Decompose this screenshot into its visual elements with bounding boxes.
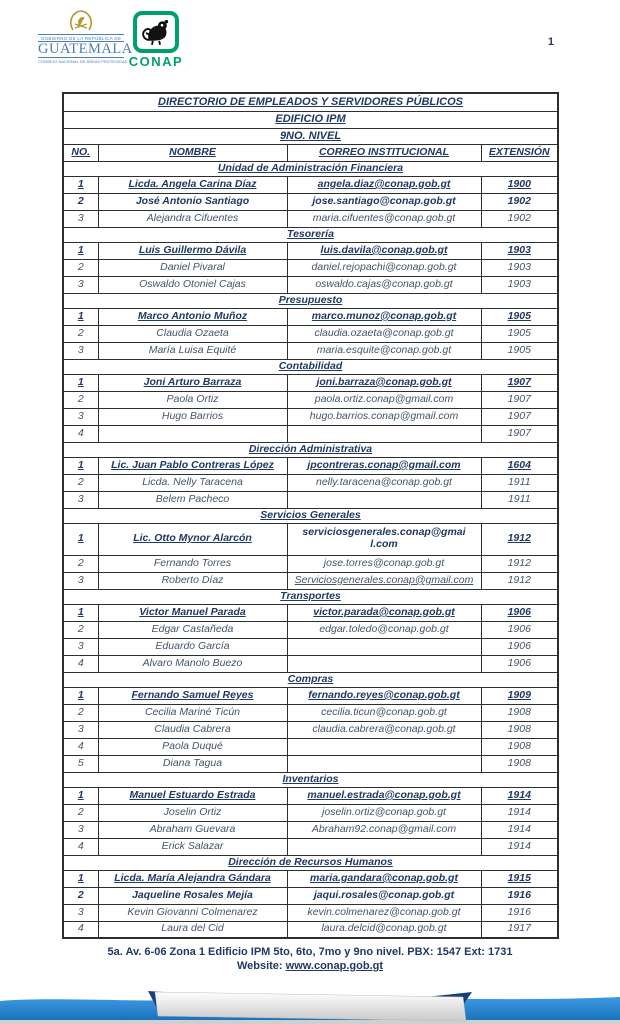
section-header-row [63,589,558,604]
table-row [63,787,558,804]
table-row [63,259,558,276]
section-header-label: Transportes [63,589,558,604]
column-header-row [63,144,558,161]
table-row [63,838,558,855]
row-correo [287,523,481,555]
row-ext: 1915 [481,870,558,887]
row-ext: 1911 [481,474,558,491]
row-nombre: Lic. Juan Pablo Contreras López [98,457,287,474]
row-nombre: Claudia Ozaeta [98,325,287,342]
row-nombre: Oswaldo Otoniel Cajas [98,276,287,293]
row-correo [287,721,481,738]
row-ext: 1903 [481,276,558,293]
table-row [63,738,558,755]
footer-website [0,960,620,972]
row-no: 4 [63,738,98,755]
table-row [63,687,558,704]
row-ext: 1907 [481,425,558,442]
row-ext: 1907 [481,391,558,408]
page-footer [0,946,620,972]
row-correo-text: maria.cifuentes@conap.gob.gt [312,211,456,224]
row-nombre: Laura del Cid [98,921,287,938]
table-row [63,457,558,474]
row-correo [287,259,481,276]
section-header-row [63,161,558,176]
row-no: 2 [63,555,98,572]
table-row [63,474,558,491]
section-header-label: Servicios Generales [63,508,558,523]
table-row [63,755,558,772]
row-ext: 1900 [481,176,558,193]
row-correo [287,638,481,655]
table-row [63,276,558,293]
row-no: 4 [63,655,98,672]
row-correo [287,921,481,938]
row-ext: 1902 [481,210,558,227]
table-level: 9NO. NIVEL [63,128,558,144]
row-no: 1 [63,374,98,391]
section-header-row [63,442,558,457]
directory-table [62,92,559,939]
row-ext: 1903 [481,259,558,276]
row-nombre: Licda. Nelly Taracena [98,474,287,491]
row-ext: 1906 [481,655,558,672]
table-row [63,821,558,838]
row-no: 3 [63,904,98,921]
row-correo-text: nelly.taracena@conap.gob.gt [316,475,452,488]
row-correo-text: maria.esquite@conap.gob.gt [316,343,452,356]
section-header-label: Tesorería [63,227,558,242]
row-nombre: Joselin Ortiz [98,804,287,821]
row-nombre: Manuel Estuardo Estrada [98,787,287,804]
row-no: 1 [63,604,98,621]
section-header-row [63,508,558,523]
row-nombre: Claudia Cabrera [98,721,287,738]
conap-logo-label: CONAP [128,54,184,69]
row-correo [287,176,481,193]
table-row [63,342,558,359]
row-no: 3 [63,821,98,838]
row-correo [287,325,481,342]
row-nombre: Alejandra Cifuentes [98,210,287,227]
row-correo [287,604,481,621]
row-nombre: Fernando Torres [98,555,287,572]
section-header-label: Contabilidad [63,359,558,374]
row-nombre: Fernando Samuel Reyes [98,687,287,704]
column-header-correo: CORREO INSTITUCIONAL [287,144,481,161]
table-row [63,555,558,572]
row-nombre: Daniel Pivaral [98,259,287,276]
row-no: 4 [63,425,98,442]
row-correo [287,755,481,772]
row-no: 2 [63,474,98,491]
section-header-row [63,672,558,687]
table-row [63,904,558,921]
row-correo-text: jose.torres@conap.gob.gt [323,556,445,569]
row-ext: 1902 [481,193,558,210]
row-correo-text: maria.gandara@conap.gob.gt [310,871,458,884]
row-correo [287,655,481,672]
table-title-row [63,93,558,111]
row-correo [287,704,481,721]
row-ext: 1908 [481,704,558,721]
footer-website-link[interactable]: www.conap.gob.gt [285,960,384,972]
row-correo [287,210,481,227]
row-ext: 1908 [481,721,558,738]
row-no: 2 [63,193,98,210]
row-nombre: Licda. Angela Carina Díaz [98,176,287,193]
row-correo [287,621,481,638]
row-correo [287,425,481,442]
row-nombre: Marco Antonio Muñoz [98,308,287,325]
section-header-row [63,227,558,242]
row-correo [287,276,481,293]
column-header-nombre: NOMBRE [98,144,287,161]
table-row [63,176,558,193]
row-correo [287,572,481,589]
section-header-label: Dirección Administrativa [63,442,558,457]
row-correo-text: joselin.ortiz@conap.gob.gt [322,805,446,818]
row-correo [287,887,481,904]
row-correo [287,242,481,259]
row-no: 1 [63,176,98,193]
row-no: 2 [63,259,98,276]
section-header-label: Compras [63,672,558,687]
table-row [63,704,558,721]
row-correo-text: laura.delcid@conap.gob.gt [321,922,447,935]
row-ext: 1908 [481,755,558,772]
row-correo [287,838,481,855]
table-row [63,325,558,342]
row-nombre [98,425,287,442]
row-correo-text: serviciosgenerales.conap@gmail.com [302,526,466,550]
row-correo [287,474,481,491]
footer-address: 5a. Av. 6-06 Zona 1 Edificio IPM 5to, 6to, 7mo y 9no nivel. PBX: 1547 Ext: 1731 [107,946,513,958]
table-row [63,391,558,408]
row-no: 1 [63,787,98,804]
row-nombre: José Antonio Santiago [98,193,287,210]
directory-table-body [63,93,558,938]
row-ext: 1914 [481,804,558,821]
row-no: 3 [63,638,98,655]
row-correo [287,408,481,425]
section-header-label: Inventarios [63,772,558,787]
row-ext: 1903 [481,242,558,259]
section-header-row [63,359,558,374]
bottom-ribbon-decoration [0,988,620,1024]
footer-website-label: Website: [236,960,283,972]
row-correo-text: claudia.ozaeta@conap.gob.gt [314,326,454,339]
table-row [63,638,558,655]
row-nombre: Abraham Guevara [98,821,287,838]
row-correo-text: manuel.estrada@conap.gob.gt [307,788,461,801]
row-ext: 1906 [481,638,558,655]
row-nombre: Alvaro Manolo Buezo [98,655,287,672]
row-ext: 1917 [481,921,558,938]
row-no: 1 [63,457,98,474]
row-no: 1 [63,870,98,887]
row-ext: 1906 [481,621,558,638]
row-nombre: Edgar Castañeda [98,621,287,638]
row-nombre: Paola Ortiz [98,391,287,408]
column-header-extension: EXTENSIÓN [481,144,558,161]
row-correo-text: fernando.reyes@conap.gob.gt [308,688,460,701]
row-correo [287,904,481,921]
section-header-row [63,855,558,870]
row-correo [287,391,481,408]
row-correo-text: kevin.colmenarez@conap.gob.gt [307,905,461,918]
row-correo [287,738,481,755]
page-number: 1 [547,36,554,48]
row-nombre: Hugo Barrios [98,408,287,425]
row-no: 3 [63,572,98,589]
table-row [63,425,558,442]
row-correo-text: victor.parada@conap.gob.gt [313,605,455,618]
table-row [63,804,558,821]
gov-logo-bottom-text: CONSEJO NACIONAL DE ÁREAS PROTEGIDAS [38,59,128,65]
table-row [63,308,558,325]
table-row [63,604,558,621]
section-header-label: Dirección de Recursos Humanos [63,855,558,870]
row-nombre: Roberto Díaz [98,572,287,589]
row-correo-text: joni.barraza@conap.gob.gt [316,375,452,388]
gov-logo-top-text: GOBIERNO DE LA REPÚBLICA DE [38,34,124,42]
row-ext: 1907 [481,408,558,425]
row-nombre: Victor Manuel Parada [98,604,287,621]
row-nombre: Eduardo García [98,638,287,655]
row-nombre: Kevin Giovanni Colmenarez [98,904,287,921]
row-correo [287,193,481,210]
row-correo-text: jaqui.rosales@conap.gob.gt [313,888,455,901]
row-no: 1 [63,242,98,259]
row-ext: 1604 [481,457,558,474]
row-correo-text: marco.munoz@conap.gob.gt [311,309,457,322]
table-row [63,887,558,904]
table-row [63,374,558,391]
row-ext: 1905 [481,342,558,359]
row-no: 3 [63,491,98,508]
row-correo-text: claudia.cabrera@conap.gob.gt [312,722,456,735]
row-correo-text: paola.ortiz.conap@gmail.com [314,392,454,405]
table-subtitle-row [63,111,558,128]
row-no: 3 [63,276,98,293]
row-ext: 1912 [481,523,558,555]
table-row [63,655,558,672]
row-nombre: Licda. María Alejandra Gándara [98,870,287,887]
row-correo-text[interactable]: Serviciosgenerales.conap@gmail.com [294,573,474,586]
row-correo-text: angela.diaz@conap.gob.gt [317,177,451,190]
row-nombre: Cecilia Mariné Ticún [98,704,287,721]
conap-logo-frame [133,11,179,53]
row-correo-text: jpcontreras.conap@gmail.com [307,458,461,471]
row-ext: 1905 [481,308,558,325]
row-correo [287,491,481,508]
table-row [63,523,558,555]
table-row [63,193,558,210]
row-ext: 1909 [481,687,558,704]
row-no: 2 [63,704,98,721]
row-ext: 1916 [481,904,558,921]
row-ext: 1911 [481,491,558,508]
table-subtitle: EDIFICIO IPM [63,111,558,128]
monkey-icon [139,16,173,48]
table-row [63,491,558,508]
row-no: 5 [63,755,98,772]
row-ext: 1916 [481,887,558,904]
row-nombre: Diana Tagua [98,755,287,772]
table-row [63,621,558,638]
row-correo [287,342,481,359]
row-correo-text: luis.davila@conap.gob.gt [320,243,448,256]
row-correo [287,821,481,838]
row-no: 3 [63,210,98,227]
row-ext: 1907 [481,374,558,391]
table-row [63,921,558,938]
row-nombre: María Luisa Equité [98,342,287,359]
row-correo [287,870,481,887]
row-correo-text: edgar.toledo@conap.gob.gt [319,622,449,635]
row-no: 2 [63,391,98,408]
row-correo [287,555,481,572]
table-row [63,210,558,227]
row-correo-text: cecilia.ticun@conap.gob.gt [321,705,447,718]
row-ext: 1912 [481,572,558,589]
row-no: 2 [63,621,98,638]
row-ext: 1914 [481,838,558,855]
row-correo-text: oswaldo.cajas@conap.gob.gt [315,277,453,290]
row-no: 4 [63,921,98,938]
row-correo-text: hugo.barrios.conap@gmail.com [309,409,459,422]
row-correo [287,374,481,391]
row-correo [287,687,481,704]
table-level-row [63,128,558,144]
table-row [63,408,558,425]
row-no: 2 [63,804,98,821]
row-no: 1 [63,687,98,704]
row-no: 3 [63,408,98,425]
row-nombre: Belem Pacheco [98,491,287,508]
row-correo-text: daniel.rejopachi@conap.gob.gt [311,260,457,273]
row-no: 1 [63,523,98,555]
row-nombre: Luis Guillermo Dávila [98,242,287,259]
row-ext: 1914 [481,787,558,804]
row-nombre: Paola Duqué [98,738,287,755]
conap-logo [128,11,184,69]
gov-logo-name: GUATEMALA [38,41,133,57]
row-correo [287,308,481,325]
row-correo [287,787,481,804]
row-no: 2 [63,325,98,342]
section-header-row [63,293,558,308]
row-ext: 1906 [481,604,558,621]
column-header-no: NO. [63,144,98,161]
row-nombre: Lic. Otto Mynor Alarcón [98,523,287,555]
row-ext: 1908 [481,738,558,755]
row-correo [287,457,481,474]
row-ext: 1914 [481,821,558,838]
section-header-label: Presupuesto [63,293,558,308]
section-header-row [63,772,558,787]
row-no: 3 [63,342,98,359]
guatemala-government-logo [38,8,133,65]
row-nombre: Jaqueline Rosales Mejía [98,887,287,904]
row-no: 2 [63,887,98,904]
section-header-label: Unidad de Administración Financiera [63,161,558,176]
row-correo-text: Abraham92.conap@gmail.com [311,822,457,835]
table-title: DIRECTORIO DE EMPLEADOS Y SERVIDORES PÚBLICOS [63,93,558,111]
row-nombre: Erick Salazar [98,838,287,855]
row-no: 4 [63,838,98,855]
row-nombre: Joni Arturo Barraza [98,374,287,391]
row-no: 3 [63,721,98,738]
row-ext: 1905 [481,325,558,342]
table-row [63,242,558,259]
row-no: 1 [63,308,98,325]
table-row [63,870,558,887]
row-correo [287,804,481,821]
table-row [63,572,558,589]
row-correo-text: jose.santiago@conap.gob.gt [312,194,456,207]
row-ext: 1912 [481,555,558,572]
table-row [63,721,558,738]
quetzal-emblem-icon [66,8,96,34]
